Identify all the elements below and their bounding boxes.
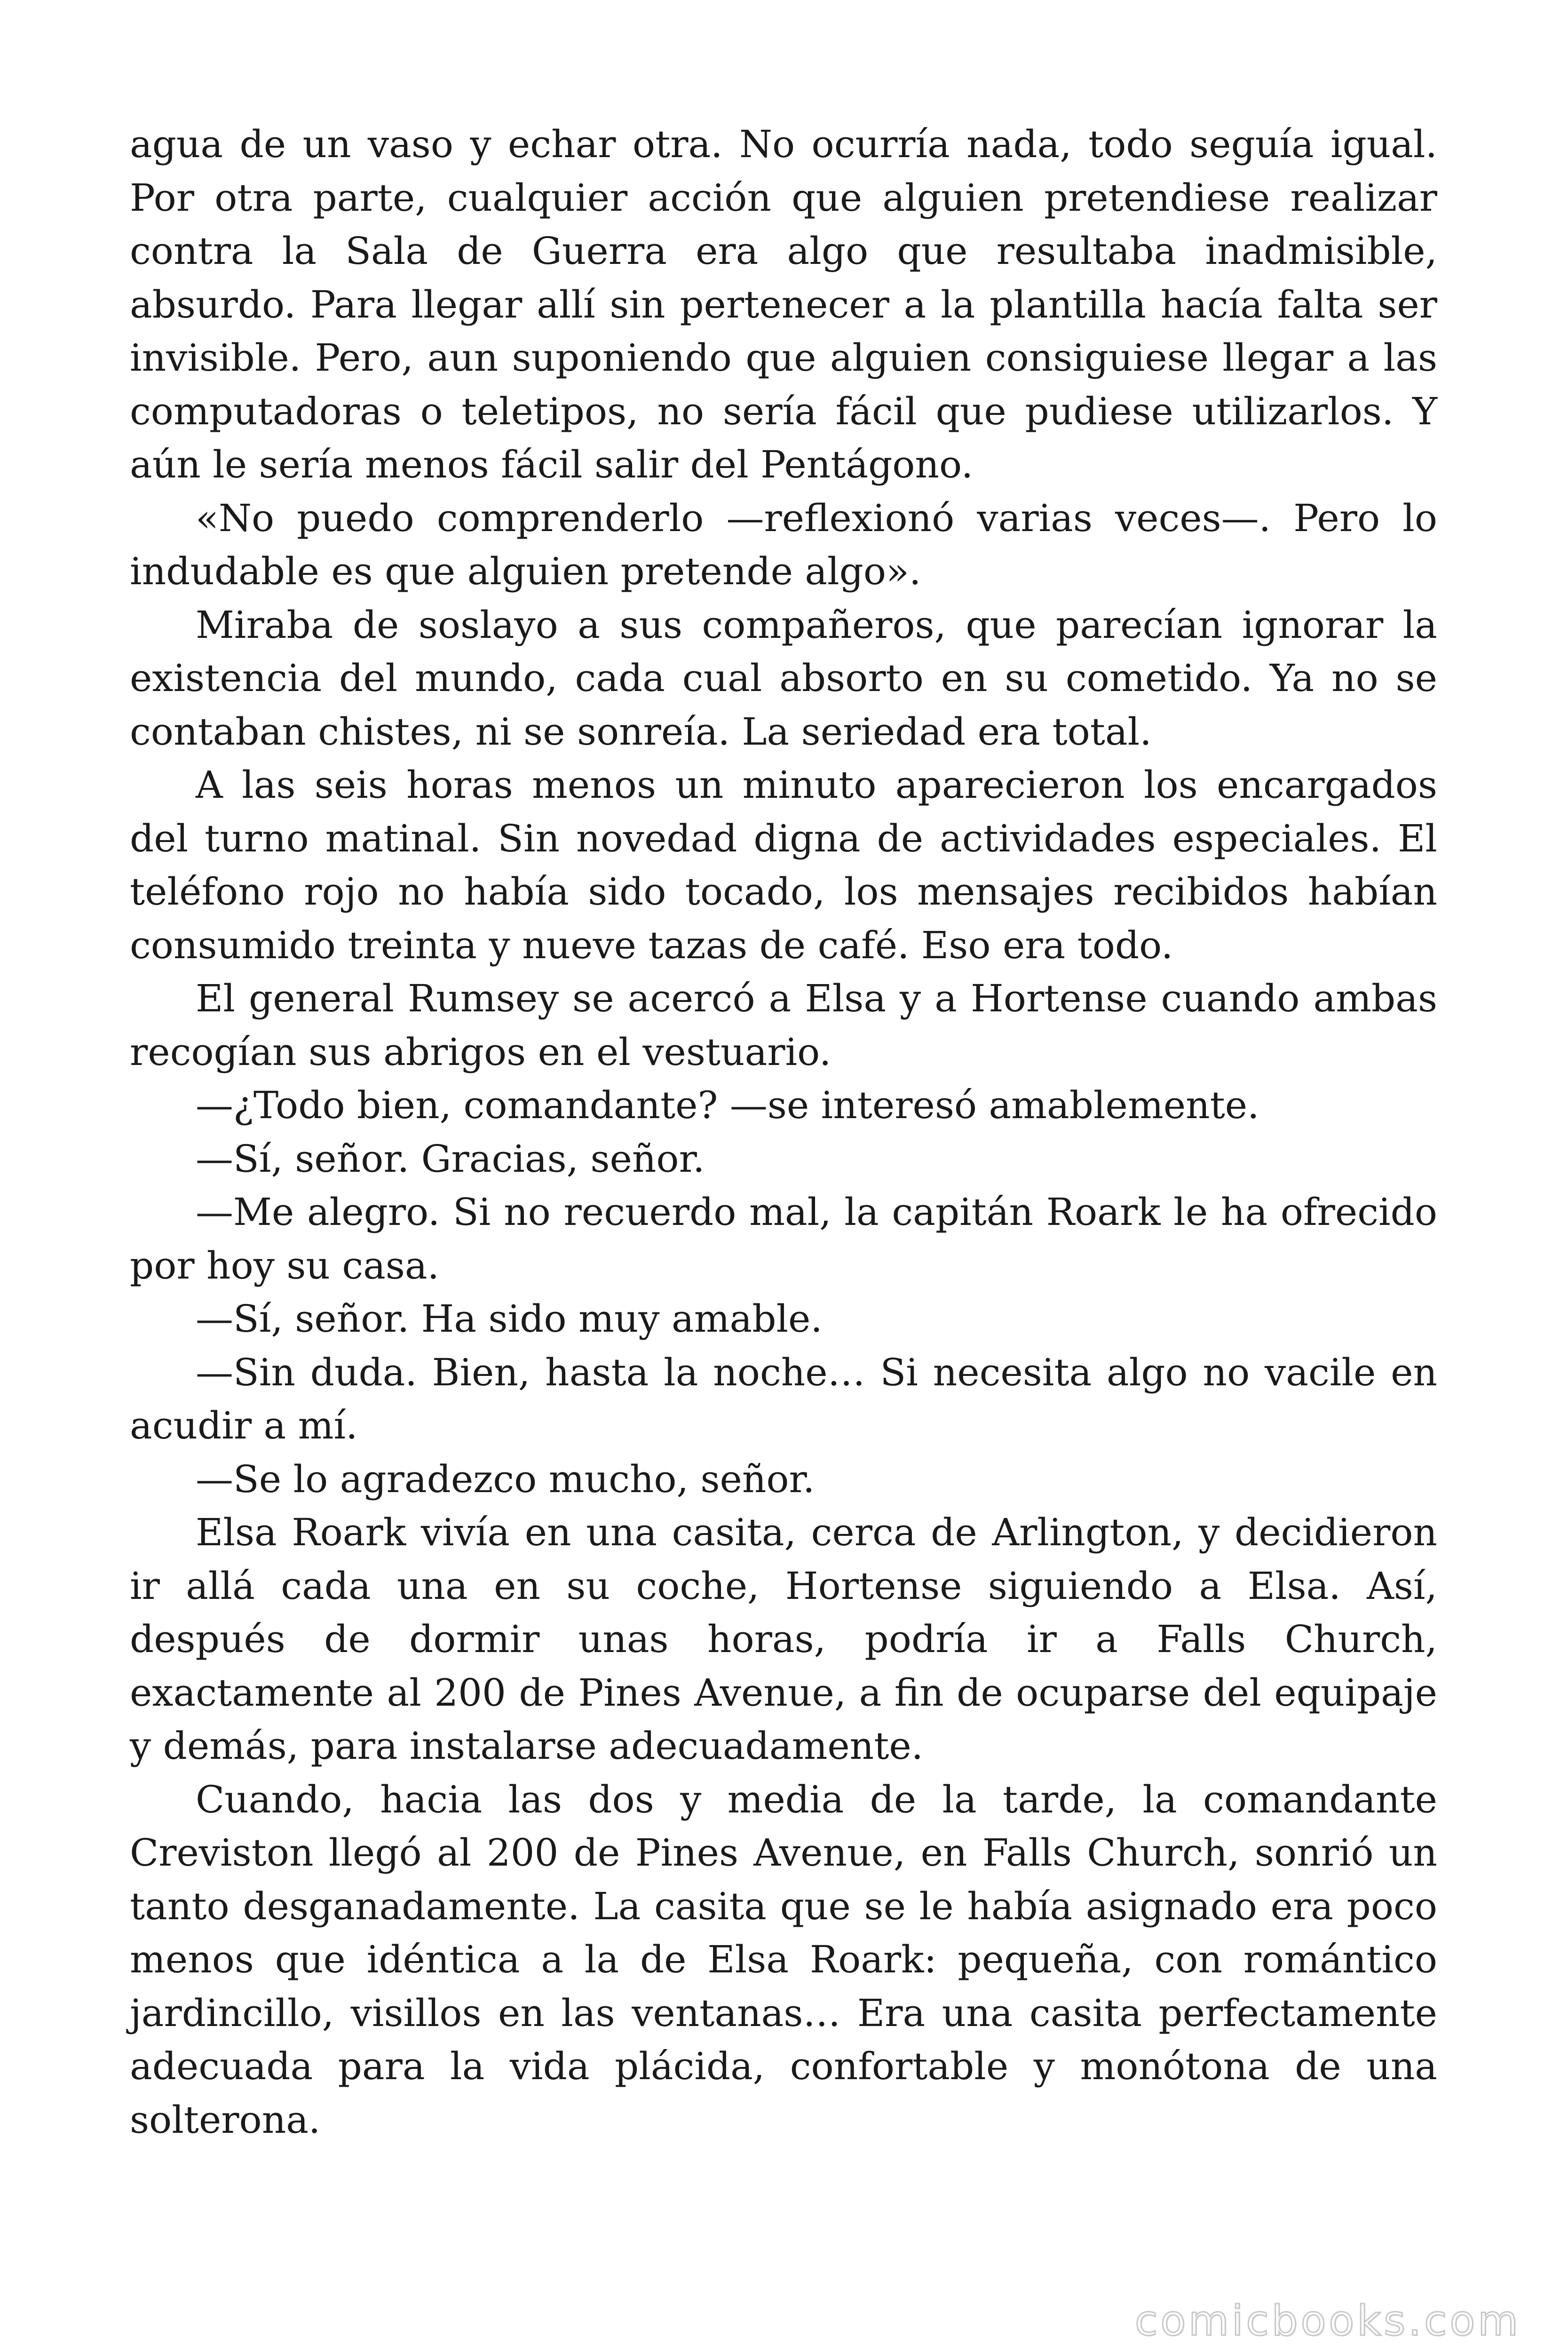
dialogue-line-4: —Sí, señor. Ha sido muy amable. [196,1297,823,1341]
dialogue-line-1: —¿Todo bien, comandante? —se interesó amablemente. [196,1083,1259,1127]
paragraph-6: Elsa Roark vivía en una casita, cerca de Arlington, y decidieron ir allá cada una en su coche, Hortense siguiendo a Elsa. Así, después de dormir unas horas, podría ir a Falls Church, exactamente al 200 de Pines Avenue, a fin de ocuparse del equipaje y demás, para instalarse adecuadamente. [130,1510,1437,1768]
dialogue-line-5: —Sin duda. Bien, hasta la noche… Si necesita algo no vacile en acudir a mí. [130,1350,1437,1447]
paragraph-4: A las seis horas menos un minuto aparecieron los encargados del turno matinal. Sin novedad digna de actividades especiales. El teléfono rojo no había sido tocado, los mensajes recibidos habían consumido treinta y nueve tazas de café. Eso era todo. [130,763,1437,967]
paragraph-1: agua de un vaso y echar otra. No ocurría nada, todo seguía igual. Por otra parte, cualquier acción que alguien pretendiese realizar contra la Sala de Guerra era algo que resultaba inadmisible, absurdo. Para llegar allí sin pertenecer a la plantilla hacía falta ser invisible. Pero, aun suponiendo que alguien consiguiese llegar a las computadoras o teletipos, no sería fácil que pudiese utilizarlos. Y aún le sería menos fácil salir del Pentágono. [130,122,1437,486]
paragraph-3: Miraba de soslayo a sus compañeros, que parecían ignorar la existencia del mundo, cada cual absorto en su cometido. Ya no se contaban chistes, ni se sonreía. La seriedad era total. [130,603,1437,754]
paragraph-2: «No puedo comprenderlo —reflexionó varias veces—. Pero lo indudable es que alguien pretende algo». [130,496,1437,593]
dialogue-line-2: —Sí, señor. Gracias, señor. [196,1136,705,1181]
watermark: comicbooks.com [1134,2296,1521,2345]
paragraph-5: El general Rumsey se acercó a Elsa y a Hortense cuando ambas recogían sus abrigos en el vestuario. [130,977,1437,1074]
dialogue-line-6: —Se lo agradezco mucho, señor. [196,1457,815,1501]
paragraph-7: Cuando, hacia las dos y media de la tarde, la comandante Creviston llegó al 200 de Pines Avenue, en Falls Church, sonrió un tanto desganadamente. La casita que se le había asignado era poco menos que idéntica a la de Elsa Roark: pequeña, con romántico jardincillo, visillos en las ventanas… Era una casita perfectamente adecuada para la vida plácida, confortable y monótona de una solterona. [130,1777,1437,2142]
page-body [130,118,1437,2146]
dialogue-line-3: —Me alegro. Si no recuerdo mal, la capitán Roark le ha ofrecido por hoy su casa. [130,1190,1437,1287]
